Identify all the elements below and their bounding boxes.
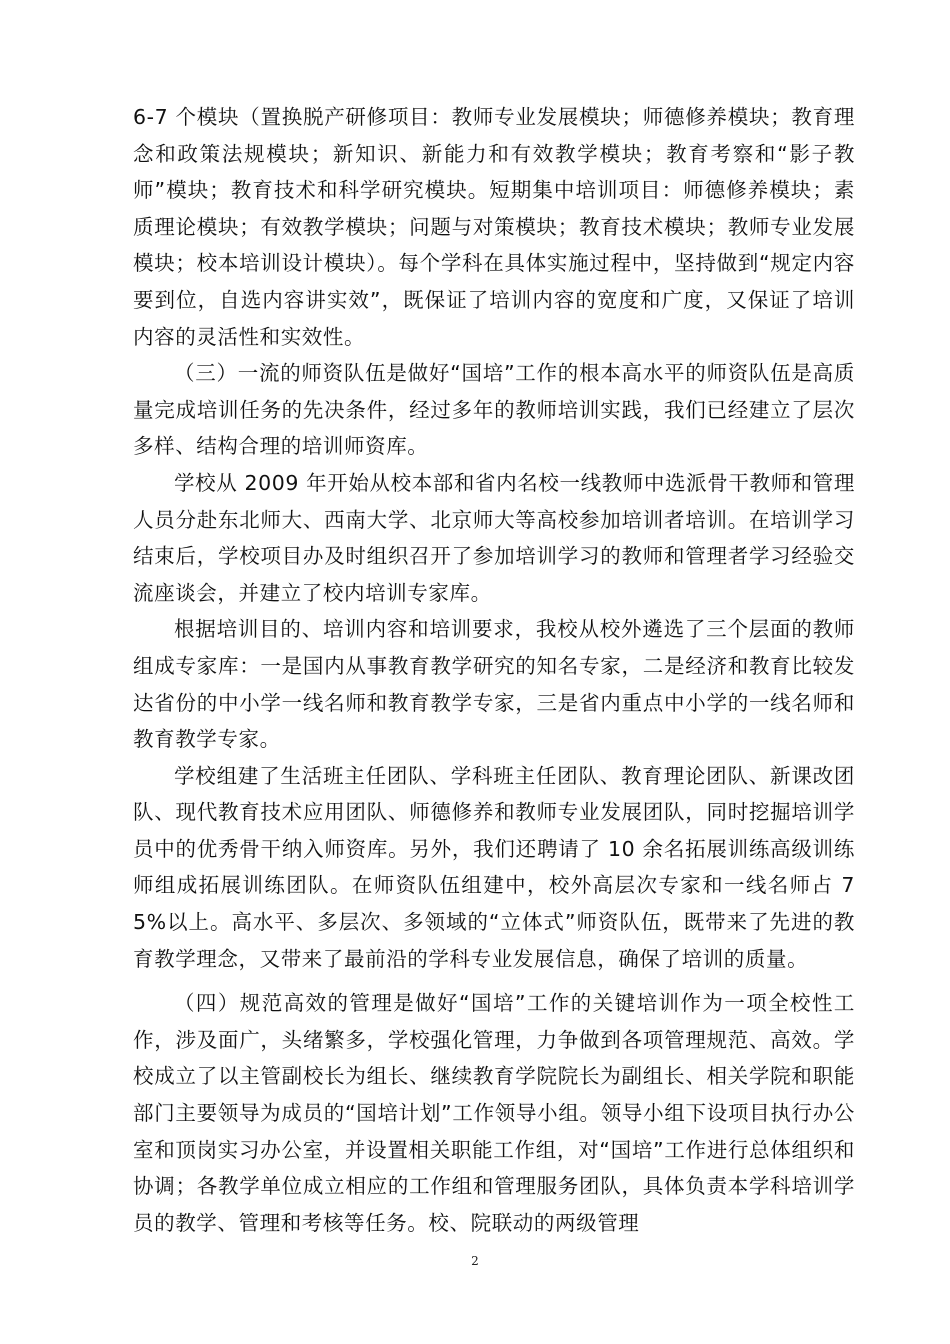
paragraph-modules-continuation: 6-7 个模块（置换脱产研修项目：教师专业发展模块；师德修养模块；教育理念和政策法规模块；新知识、新能力和有效教学模块；教育考察和“影子教师”模块；教育技术和科学研究模块。短期集中培训项目：师德修养模块；素质理论模块；有效教学模块；问题与对策模块；教育技术模块；教师专业发展模块；校本培训设计模块）。每个学科在具体实施过程中，坚持做到“规定内容要到位，自选内容讲实效”，既保证了培训内容的宽度和广度，又保证了培训内容的灵活性和实效性。 (133, 105, 855, 349)
paragraph-trainer-training: 学校从 2009 年开始从校本部和省内名校一线教师中选派骨干教师和管理人员分赴东北师大、西南大学、北京师大等高校参加培训者培训。在培训学习结束后，学校项目办及时组织召开了参加培训学习的教师和管理者学习经验交流座谈会，并建立了校内培训专家库。 (133, 470, 855, 605)
paragraph-teams: 学校组建了生活班主任团队、学科班主任团队、教育理论团队、新课改团队、现代教育技术应用团队、师德修养和教师专业发展团队，同时挖掘培训学员中的优秀骨干纳入师资库。另外，我们还聘请了 10 余名拓展训练高级训练师组成拓展训练团队。在师资队伍组建中，校外高层次专家和一线名师占 75%以上。高水平、多层次、多领域的“立体式”师资队伍，既带来了先进的教育教学理念，又带来了最前沿的学科专业发展信息，确保了培训的质量。 (133, 763, 855, 971)
paragraph-section-three-faculty: （三）一流的师资队伍是做好“国培”工作的根本高水平的师资队伍是高质量完成培训任务的先决条件，经过多年的教师培训实践，我们已经建立了层次多样、结构合理的培训师资库。 (133, 361, 855, 459)
paragraph-expert-pool: 根据培训目的、培训内容和培训要求，我校从校外遴选了三个层面的教师组成专家库：一是国内从事教育教学研究的知名专家，二是经济和教育比较发达省份的中小学一线名师和教育教学专家，三是省内重点中小学的一线名师和教育教学专家。 (133, 617, 855, 752)
paragraph-section-four-management: （四）规范高效的管理是做好“国培”工作的关键培训作为一项全校性工作，涉及面广，头绪繁多，学校强化管理，力争做到各项管理规范、高效。学校成立了以主管副校长为组长、继续教育学院院长为副组长、相关学院和职能部门主要领导为成员的“国培计划”工作领导小组。领导小组下设项目执行办公室和顶岗实习办公室，并设置相关职能工作组，对“国培”工作进行总体组织和协调；各教学单位成立相应的工作组和管理服务团队，具体负责本学科培训学员的教学、管理和考核等任务。校、院联动的两级管理 (133, 991, 855, 1235)
page-number: 2 (471, 1254, 479, 1268)
document-body (133, 99, 855, 1241)
